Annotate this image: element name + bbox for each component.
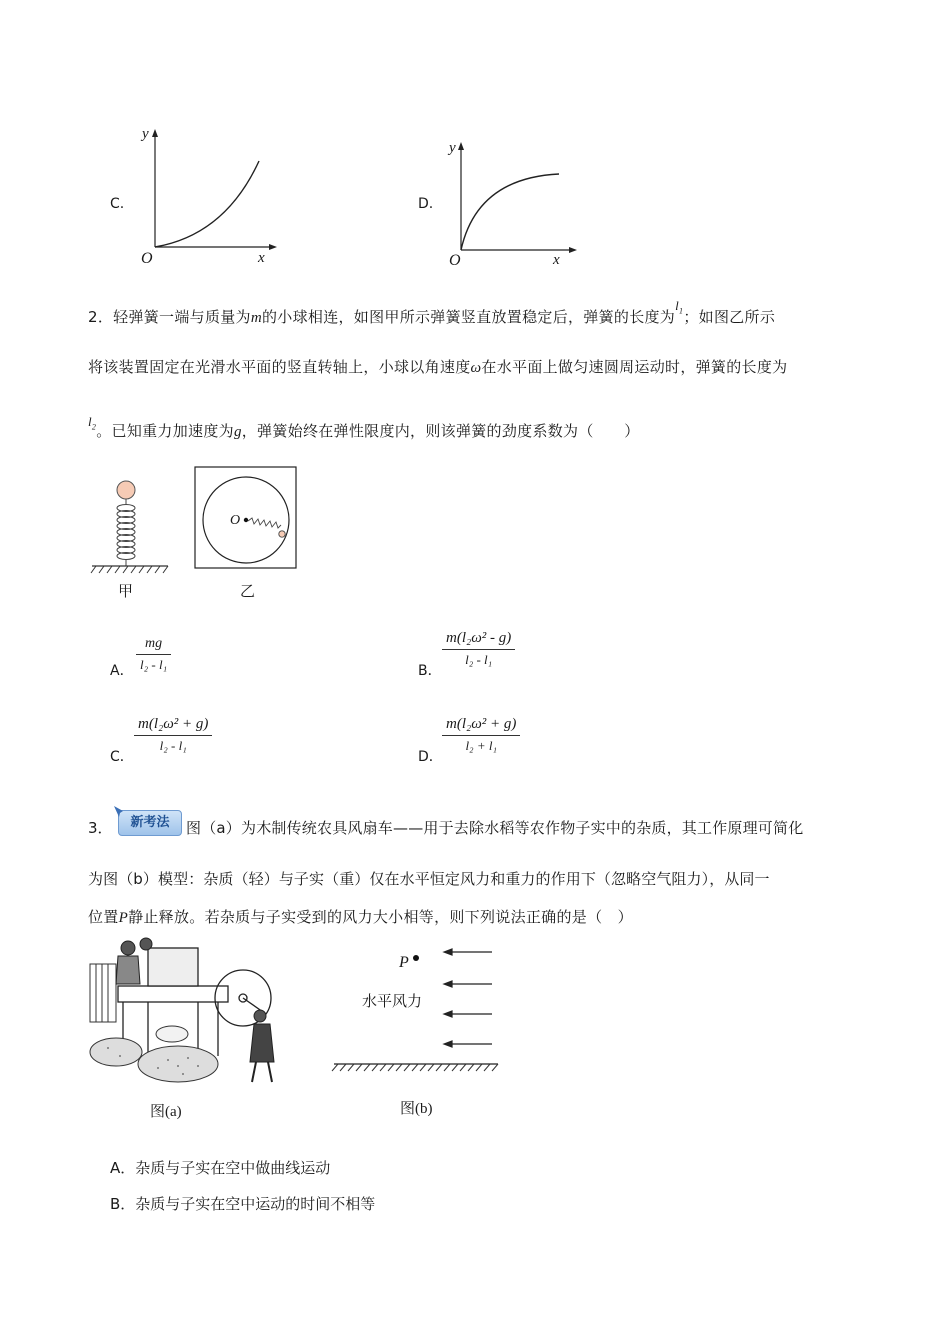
q2-option-a-fraction <box>136 636 171 673</box>
figure-yi-rotation <box>194 466 298 570</box>
q2-text-3b: ，弹簧始终在弹性限度内，则该弹簧的劲度系数为（ ） <box>241 422 640 440</box>
q2-option-a-label: A． <box>110 663 134 679</box>
q2-number: 2． <box>88 308 114 326</box>
q2-l2 <box>88 414 97 432</box>
q3-option-a: A．杂质与子实在空中做曲线运动 <box>110 1159 331 1177</box>
q2-option-a-denominator: l₂ - l₁ <box>140 657 168 672</box>
q2-option-b-denominator: l₂ - l₁ <box>465 652 493 667</box>
badge-label: 新考法 <box>130 815 170 830</box>
q2-l2-subscript: 2 <box>91 422 97 432</box>
q2-option-c-numerator: m(l₂ω² + g) <box>138 716 209 732</box>
fraction-bar <box>442 649 515 650</box>
q3-line-1: 图（a）为木制传统农具风扇车——用于去除水稻等农作物子实中的杂质，其工作原理可简化 <box>186 819 804 837</box>
q2-option-b-label: B． <box>418 663 442 679</box>
fraction-bar <box>134 735 212 736</box>
figure-jia-spring <box>88 476 173 576</box>
pen-icon <box>113 805 127 819</box>
q3-point-p: P <box>118 910 129 926</box>
q2-option-c-fraction <box>134 716 212 754</box>
q2-l2-symbol: l <box>88 414 92 429</box>
q2-text-2a: 将该装置固定在光滑水平面的竖直转轴上，小球以角速度 <box>88 358 471 376</box>
q2-option-a-numerator: mg <box>144 636 163 651</box>
q2-l1 <box>675 298 684 316</box>
figure-jia-caption: 甲 <box>118 582 134 600</box>
option-d-label: D. <box>418 196 434 212</box>
q3-text-3a: 位置 <box>88 908 119 926</box>
q2-option-b-numerator: m(l₂ω² - g) <box>446 630 512 646</box>
graph-c <box>135 125 285 270</box>
figure-b-wind-label: 水平风力 <box>362 992 423 1010</box>
graph-d-y-label: y <box>449 140 456 156</box>
graph-c-y-label: y <box>142 126 149 142</box>
q3-option-b: B．杂质与子实在空中运动的时间不相等 <box>110 1195 376 1213</box>
q3-line-3 <box>88 906 633 927</box>
figure-b-caption: 图(b) <box>400 1101 433 1117</box>
q2-line-1 <box>88 298 776 328</box>
graph-c-origin: O <box>141 250 153 267</box>
q2-option-d-denominator: l₂ + l₁ <box>465 738 497 753</box>
q2-line-3 <box>88 414 640 442</box>
q2-text-3a: 。已知重力加速度为 <box>96 422 234 440</box>
q2-l1-subscript: 1 <box>679 306 684 316</box>
q2-line-2 <box>88 356 787 377</box>
q2-option-c-label: C． <box>110 749 134 765</box>
figure-yi-origin: O <box>230 513 241 528</box>
q3-text-3b: 静止释放。若杂质与子实受到的风力大小相等，则下列说法正确的是（ ） <box>128 908 633 926</box>
q3-line-2: 为图（b）模型：杂质（轻）与子实（重）仅在水平恒定风力和重力的作用下（忽略空气阻力），从同一 <box>88 870 770 888</box>
q3-number: 3． <box>88 819 113 837</box>
graph-c-x-label: x <box>258 250 265 266</box>
q2-mass: m <box>250 310 262 326</box>
q2-option-d-label: D． <box>418 749 443 765</box>
q2-omega: ω <box>470 360 482 376</box>
option-c-label: C. <box>110 196 125 212</box>
q2-text-1c: ；如图乙所示 <box>683 308 776 326</box>
q2-text-2b: 在水平面上做匀速圆周运动时，弹簧的长度为 <box>481 358 788 376</box>
q2-text-1b: 的小球相连，如图甲所示弹簧竖直放置稳定后，弹簧的长度为 <box>262 308 676 326</box>
new-method-badge <box>118 810 182 836</box>
q2-option-d-fraction <box>442 716 520 754</box>
q2-text-1a: 轻弹簧一端与质量为 <box>113 308 251 326</box>
figure-a-winnowing-machine <box>88 936 288 1086</box>
graph-d-origin: O <box>449 252 461 269</box>
q2-gravity: g <box>233 424 242 440</box>
graph-d-x-label: x <box>553 252 560 268</box>
figure-a-caption: 图(a) <box>150 1104 182 1120</box>
fraction-bar <box>442 735 520 736</box>
q2-l1-symbol: l <box>675 298 680 313</box>
q2-option-b-fraction <box>442 630 515 668</box>
q2-option-d-numerator: m(l₂ω² + g) <box>446 716 517 732</box>
figure-yi-caption: 乙 <box>240 582 256 600</box>
figure-b-point-p-label: P <box>399 954 409 971</box>
fraction-bar <box>136 654 171 655</box>
q2-option-c-denominator: l₂ - l₁ <box>159 738 187 753</box>
graph-d <box>441 138 591 270</box>
